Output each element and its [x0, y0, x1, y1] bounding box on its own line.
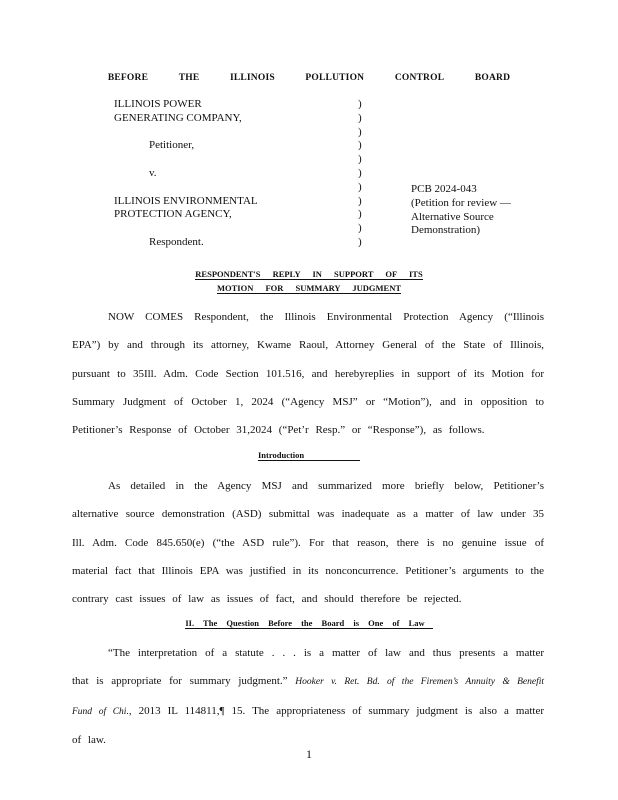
intro-paragraph: NOW COMES Respondent, the Illinois Environmental Protection Agency (“Illinois EPA”) by and through its attorney, Kwame Raoul, Attorney General of the State of Illinois, pursuant to 35Ill. Adm. Code Section 101.516, and herebyreplies in support of its Motion for Summary Judgment of October 1, 2024 (“Agency MSJ” or “Motion”), and in opposition to Petitioner’s Response of October 31,2024 (“Pet’r Resp.” or “Response”), as follows.	[72, 311, 544, 437]
board-title-word: BEFORE	[107, 73, 149, 83]
section2-paragraph: “The interpretation of a statute . . . is a matter of law and thus presents a matter that is appropriate for summary judgment.” Hooker v. Ret. Bd. of the Firemen’s Annuity & Benefit Fund of Chi., 2013 IL 114811,¶ 15. The appropriateness of summary judgment is also a matter of law.	[72, 647, 545, 746]
board-title-word: POLLUTION	[305, 73, 365, 83]
case-description: (Petition for review —	[411, 196, 511, 209]
petitioner-name-line1: ILLINOIS POWER	[114, 98, 202, 110]
versus-label: v.	[149, 166, 157, 179]
caption-parties	[114, 98, 354, 250]
document-title	[178, 267, 440, 295]
document-title-line1: RESPONDENT'S REPLY IN SUPPORT OF ITS	[195, 269, 423, 279]
respondent-name-line1: ILLINOIS ENVIRONMENTAL	[114, 194, 258, 207]
section1-paragraph: As detailed in the Agency MSJ and summarized more briefly below, Petitioner’s alternative source demonstration (ASD) submittal was inadequate as a matter of law under 35 Ill. Adm. Code 845.650(e) (“the ASD rule”). For that reason, there is no genuine issue of material fact that Illinois EPA was justified in its nonconcurrence. Petitioner’s arguments to the contrary cast issues of law as issues of fact, and should therefore be rejected.	[72, 480, 544, 606]
case-caption	[114, 98, 534, 258]
case-description: Alternative Source	[411, 210, 494, 223]
board-title-word: THE	[178, 73, 200, 83]
board-title-word: CONTROL	[394, 73, 445, 83]
respondent-role: Respondent.	[149, 235, 204, 248]
petitioner-role: Petitioner,	[149, 139, 195, 152]
page-number: 1	[306, 747, 312, 761]
respondent-name-line2: PROTECTION AGENCY,	[114, 208, 232, 221]
case-number: PCB 2024-043	[411, 183, 477, 195]
document-title-line2: MOTION FOR SUMMARY JUDGMENT	[216, 283, 402, 293]
section-heading-introduction: Introduction	[0, 450, 618, 461]
case-number-block	[411, 183, 551, 238]
board-title-word: BOARD	[474, 73, 511, 83]
case-description: Demonstration)	[411, 224, 481, 237]
board-title	[0, 73, 618, 83]
caption-paren-column: ) ) ) ) ) ) ) ) ) ) )	[358, 98, 362, 248]
petitioner-name-line2: GENERATING COMPANY,	[114, 111, 242, 124]
section-heading-question: II. The Question Before the Board is One of Law	[0, 618, 618, 629]
case-citation: Hooker v. Ret. Bd. of the Firemen’s Annuity & Benefit Fund of Chi.	[72, 677, 544, 717]
board-title-word: ILLINOIS	[229, 73, 275, 83]
